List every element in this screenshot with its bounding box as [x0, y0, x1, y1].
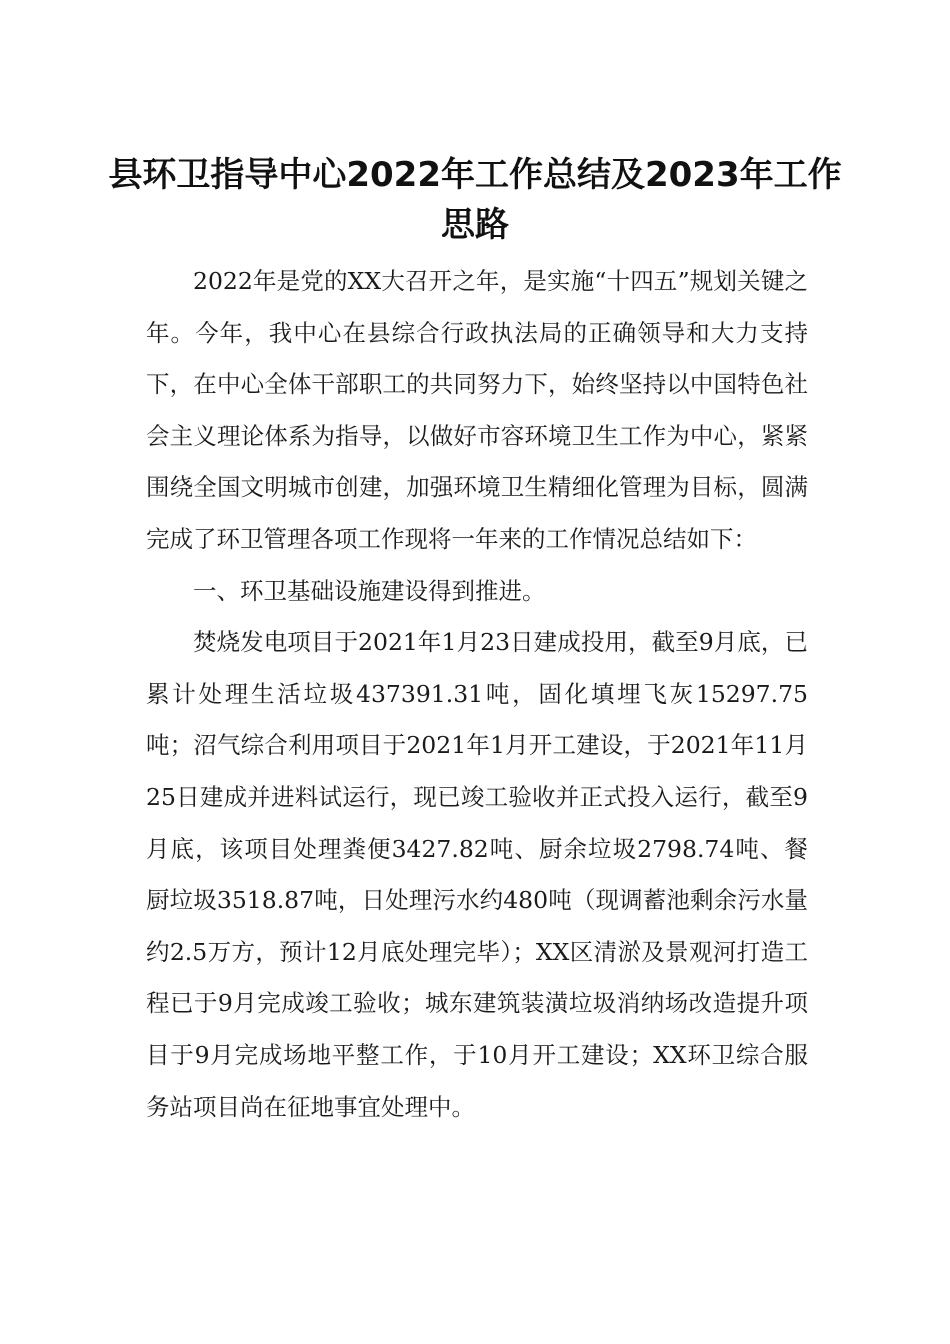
section-heading: 一、环卫基础设施建设得到推进。: [193, 576, 546, 605]
section-paragraph: 焚烧发电项目于2021年1月23日建成投用，截至9月底，已累计处理生活垃圾437391.31吨，固化填埋飞灰15297.75吨；沼气综合利用项目于2021年1月开工建设，于2021年11月25日建成并进料试运行，现已竣工验收并正式投入运行，截至9月底，该项目处理粪便3427.82吨、厨余垃圾2798.74吨、餐厨垃圾3518.87吨，日处理污水约480吨（现调蓄池剩余污水量约2.5万方，预计12月底处理完毕）；XX区清淤及景观河打造工程已于9月完成竣工验收；城东建筑装潢垃圾消纳场改造提升项目于9月完成场地平整工作，于10月开工建设；XX环卫综合服务站项目尚在征地事宜处理中。: [146, 628, 808, 1121]
document-body: [146, 256, 808, 1133]
intro-paragraph: 2022年是党的XX大召开之年，是实施“十四五”规划关键之年。今年，我中心在县综合行政执法局的正确领导和大力支持下，在中心全体干部职工的共同努力下，始终坚持以中国特色社会主义理论体系为指导，以做好市容环境卫生工作为中心，紧紧围绕全国文明城市创建，加强环境卫生精细化管理为目标，圆满完成了环卫管理各项工作现将一年来的工作情况总结如下：: [146, 267, 808, 553]
document-title: 县环卫指导中心2022年工作总结及2023年工作思路: [108, 155, 842, 245]
